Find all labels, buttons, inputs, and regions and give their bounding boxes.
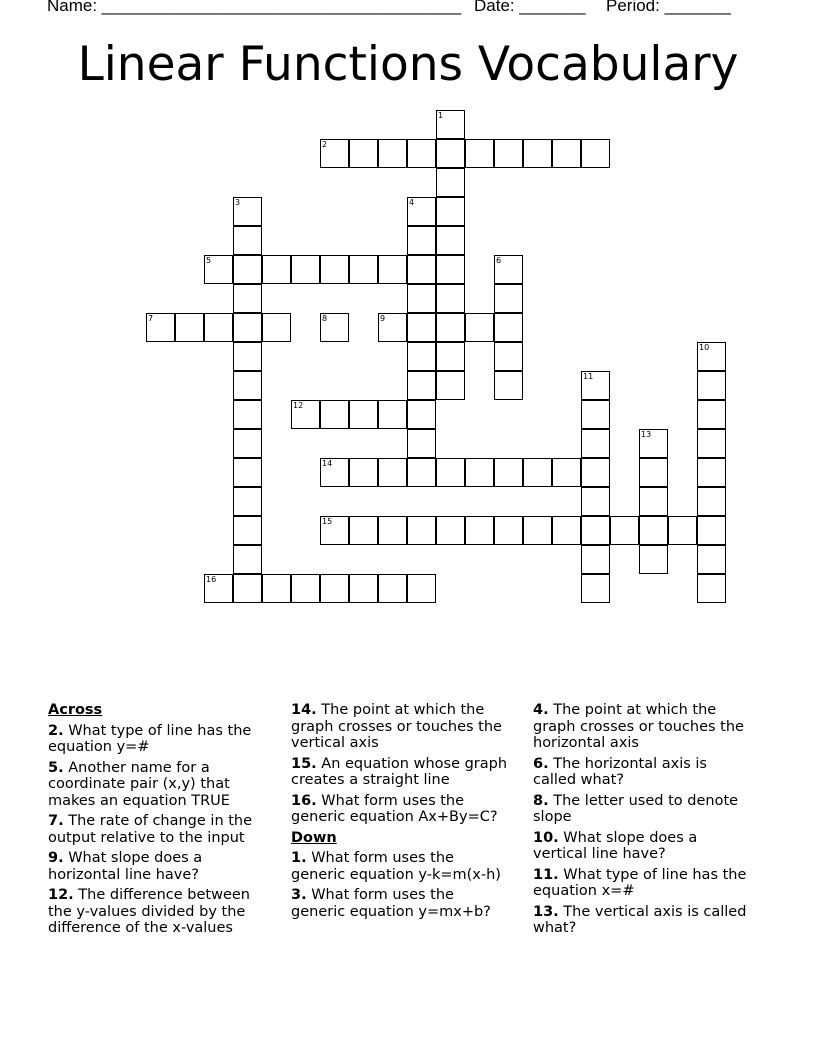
crossword-cell[interactable] bbox=[436, 168, 465, 197]
cell-number: 5 bbox=[206, 256, 212, 265]
crossword-cell[interactable] bbox=[494, 342, 523, 371]
crossword-cell[interactable] bbox=[581, 400, 610, 429]
crossword-cell[interactable] bbox=[378, 255, 407, 284]
period-field[interactable]: Period: _______ bbox=[606, 0, 731, 15]
crossword-cell[interactable] bbox=[668, 516, 697, 545]
crossword-cell[interactable] bbox=[639, 545, 668, 574]
crossword-cell[interactable] bbox=[610, 516, 639, 545]
crossword-cell[interactable] bbox=[494, 371, 523, 400]
cell-number: 11 bbox=[583, 372, 594, 381]
cell-number: 10 bbox=[699, 343, 710, 352]
crossword-cell[interactable] bbox=[494, 458, 523, 487]
crossword-cell[interactable] bbox=[465, 139, 494, 168]
cell-number: 1 bbox=[438, 111, 444, 120]
crossword-cell[interactable] bbox=[233, 371, 262, 400]
cell-number: 7 bbox=[148, 314, 154, 323]
clue-across-16: 16. What form uses the generic equation Ax+By=C? bbox=[291, 792, 498, 825]
crossword-cell[interactable] bbox=[291, 400, 320, 429]
crossword-cell[interactable] bbox=[697, 371, 726, 400]
crossword-cell[interactable] bbox=[204, 574, 233, 603]
cell-number: 2 bbox=[322, 140, 328, 149]
crossword-cell[interactable] bbox=[581, 429, 610, 458]
crossword-cell[interactable] bbox=[378, 516, 407, 545]
crossword-cell[interactable] bbox=[407, 226, 436, 255]
crossword-cell[interactable] bbox=[175, 313, 204, 342]
crossword-cell[interactable] bbox=[291, 255, 320, 284]
crossword-cell[interactable] bbox=[436, 110, 465, 139]
clue-down-3: 3. What form uses the generic equation y=mx+b? bbox=[291, 887, 491, 920]
crossword-cell[interactable] bbox=[639, 429, 668, 458]
crossword-cell[interactable] bbox=[436, 342, 465, 371]
crossword-cell[interactable] bbox=[262, 574, 291, 603]
crossword-cell[interactable] bbox=[697, 574, 726, 603]
crossword-cell[interactable] bbox=[523, 516, 552, 545]
crossword-cell[interactable] bbox=[494, 313, 523, 342]
crossword-cell[interactable] bbox=[697, 487, 726, 516]
clue-across-14: 14. The point at which the graph crosses or touches the vertical axis bbox=[291, 702, 502, 751]
cell-number: 9 bbox=[380, 314, 386, 323]
name-field[interactable]: Name: ______________________________________ bbox=[47, 0, 462, 15]
crossword-cell[interactable] bbox=[494, 284, 523, 313]
crossword-cell[interactable] bbox=[349, 400, 378, 429]
crossword-cell[interactable] bbox=[494, 255, 523, 284]
crossword-cell[interactable] bbox=[465, 458, 494, 487]
across-heading: Across bbox=[48, 702, 103, 718]
clue-down-10: 10. What slope does a vertical line have? bbox=[533, 829, 698, 862]
cell-number: 12 bbox=[293, 401, 304, 410]
crossword-cell[interactable] bbox=[436, 313, 465, 342]
crossword-cell[interactable] bbox=[436, 139, 465, 168]
clue-column-2 bbox=[291, 702, 511, 924]
cell-number: 3 bbox=[235, 198, 241, 207]
cell-number: 4 bbox=[409, 198, 415, 207]
crossword-cell[interactable] bbox=[494, 516, 523, 545]
crossword-cell[interactable] bbox=[581, 516, 610, 545]
clue-down-11: 11. What type of line has the equation x=# bbox=[533, 866, 747, 899]
crossword-cell[interactable] bbox=[436, 458, 465, 487]
crossword-cell[interactable] bbox=[407, 284, 436, 313]
clue-down-1: 1. What form uses the generic equation y-k=m(x-h) bbox=[291, 850, 501, 883]
cell-number: 8 bbox=[322, 314, 328, 323]
crossword-cell[interactable] bbox=[407, 429, 436, 458]
cell-number: 15 bbox=[322, 517, 333, 526]
crossword-cell[interactable] bbox=[581, 139, 610, 168]
crossword-cell[interactable] bbox=[233, 226, 262, 255]
crossword-cell[interactable] bbox=[204, 255, 233, 284]
crossword-cell[interactable] bbox=[349, 516, 378, 545]
crossword-cell[interactable] bbox=[233, 284, 262, 313]
crossword-cell[interactable] bbox=[581, 458, 610, 487]
crossword-cell[interactable] bbox=[436, 255, 465, 284]
crossword-cell[interactable] bbox=[378, 458, 407, 487]
crossword-cell[interactable] bbox=[436, 371, 465, 400]
crossword-cell[interactable] bbox=[407, 458, 436, 487]
crossword-cell[interactable] bbox=[581, 574, 610, 603]
crossword-cell[interactable] bbox=[378, 574, 407, 603]
clue-down-8: 8. The letter used to denote slope bbox=[533, 792, 739, 825]
crossword-cell[interactable] bbox=[639, 487, 668, 516]
crossword-cell[interactable] bbox=[262, 255, 291, 284]
crossword-cell[interactable] bbox=[233, 516, 262, 545]
crossword-cell[interactable] bbox=[639, 458, 668, 487]
crossword-cell[interactable] bbox=[378, 400, 407, 429]
crossword-cell[interactable] bbox=[639, 516, 668, 545]
crossword-cell[interactable] bbox=[146, 313, 175, 342]
cell-number: 16 bbox=[206, 575, 217, 584]
crossword-cell[interactable] bbox=[407, 255, 436, 284]
crossword-cell[interactable] bbox=[552, 516, 581, 545]
crossword-cell[interactable] bbox=[233, 197, 262, 226]
crossword-cell[interactable] bbox=[552, 458, 581, 487]
crossword-cell[interactable] bbox=[436, 226, 465, 255]
crossword-cell[interactable] bbox=[407, 400, 436, 429]
clue-down-6: 6. The horizontal axis is called what? bbox=[533, 755, 707, 788]
crossword-cell[interactable] bbox=[494, 139, 523, 168]
crossword-cell[interactable] bbox=[378, 139, 407, 168]
crossword-cell[interactable] bbox=[233, 545, 262, 574]
crossword-cell[interactable] bbox=[233, 429, 262, 458]
crossword-cell[interactable] bbox=[378, 313, 407, 342]
crossword-cell[interactable] bbox=[407, 516, 436, 545]
crossword-cell[interactable] bbox=[233, 342, 262, 371]
crossword-cell[interactable] bbox=[407, 139, 436, 168]
clue-column-1 bbox=[48, 702, 268, 941]
clue-section bbox=[48, 702, 778, 962]
clue-column-3 bbox=[533, 702, 753, 941]
clue-down-4: 4. The point at which the graph crosses or touches the horizontal axis bbox=[533, 702, 744, 751]
crossword-cell[interactable] bbox=[407, 197, 436, 226]
crossword-cell[interactable] bbox=[436, 516, 465, 545]
page-title: Linear Functions Vocabulary bbox=[77, 37, 739, 92]
crossword-cell[interactable] bbox=[407, 371, 436, 400]
crossword-cell[interactable] bbox=[465, 516, 494, 545]
crossword-cell[interactable] bbox=[320, 139, 349, 168]
cell-number: 14 bbox=[322, 459, 333, 468]
down-heading: Down bbox=[291, 829, 337, 846]
crossword-cell[interactable] bbox=[697, 458, 726, 487]
crossword-cell[interactable] bbox=[320, 458, 349, 487]
crossword-cell[interactable] bbox=[291, 574, 320, 603]
crossword-cell[interactable] bbox=[233, 458, 262, 487]
cell-number: 13 bbox=[641, 430, 652, 439]
clue-down-13: 13. The vertical axis is called what? bbox=[533, 903, 747, 936]
crossword-cell[interactable] bbox=[407, 313, 436, 342]
crossword-cell[interactable] bbox=[320, 255, 349, 284]
crossword-cell[interactable] bbox=[523, 458, 552, 487]
crossword-cell[interactable] bbox=[552, 139, 581, 168]
crossword-cell[interactable] bbox=[436, 284, 465, 313]
crossword-cell[interactable] bbox=[233, 574, 262, 603]
crossword-cell[interactable] bbox=[349, 255, 378, 284]
crossword-cell[interactable] bbox=[262, 313, 291, 342]
crossword-cell[interactable] bbox=[697, 429, 726, 458]
crossword-cell[interactable] bbox=[320, 400, 349, 429]
crossword-cell[interactable] bbox=[233, 487, 262, 516]
crossword-cell[interactable] bbox=[581, 545, 610, 574]
crossword-cell[interactable] bbox=[581, 371, 610, 400]
crossword-cell[interactable] bbox=[697, 545, 726, 574]
crossword-cell[interactable] bbox=[407, 342, 436, 371]
crossword-cell[interactable] bbox=[581, 487, 610, 516]
crossword-cell[interactable] bbox=[465, 313, 494, 342]
clue-across-15: 15. An equation whose graph creates a straight line bbox=[291, 755, 508, 788]
crossword-cell[interactable] bbox=[349, 458, 378, 487]
crossword-cell[interactable] bbox=[349, 574, 378, 603]
crossword-cell[interactable] bbox=[436, 197, 465, 226]
crossword-cell[interactable] bbox=[697, 516, 726, 545]
clue-across-12: 12. The difference between the y-values divided by the difference of the x-values bbox=[48, 887, 250, 936]
clue-across-5: 5. Another name for a coordinate pair (x,y) that makes an equation TRUE bbox=[48, 759, 230, 809]
crossword-cell[interactable] bbox=[320, 574, 349, 603]
crossword-cell[interactable] bbox=[233, 255, 262, 284]
crossword-cell[interactable] bbox=[320, 516, 349, 545]
crossword-cell[interactable] bbox=[233, 313, 262, 342]
clue-across-2: 2. What type of line has the equation y=# bbox=[48, 722, 252, 755]
crossword-cell[interactable] bbox=[204, 313, 233, 342]
cell-number: 6 bbox=[496, 256, 502, 265]
crossword-cell[interactable] bbox=[349, 139, 378, 168]
clue-across-7: 7. The rate of change in the output relative to the input bbox=[48, 813, 253, 846]
crossword-cell[interactable] bbox=[407, 574, 436, 603]
clue-across-9: 9. What slope does a horizontal line have? bbox=[48, 850, 203, 883]
crossword-cell[interactable] bbox=[697, 342, 726, 371]
date-field[interactable]: Date: _______ bbox=[474, 0, 586, 15]
crossword-cell[interactable] bbox=[697, 400, 726, 429]
crossword-cell[interactable] bbox=[320, 313, 349, 342]
crossword-cell[interactable] bbox=[233, 400, 262, 429]
crossword-cell[interactable] bbox=[523, 139, 552, 168]
